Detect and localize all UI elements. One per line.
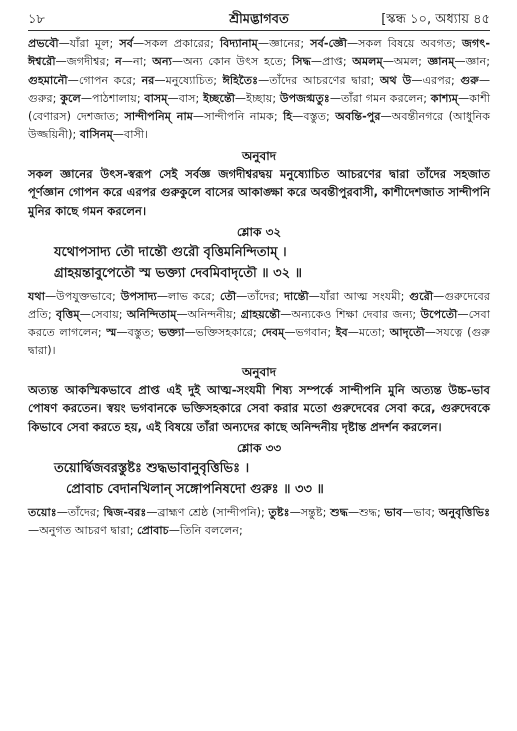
synonym-meaning: তাঁদের;: [67, 505, 100, 519]
synonym-term: অবন্তি-পুর: [335, 110, 381, 124]
synonym-term: যথা: [28, 289, 45, 303]
synonym-term: উপেতৌ: [420, 307, 458, 321]
synonym-meaning: কাশী (বেণারস) দেশজাত;: [28, 91, 491, 124]
synonyms-32: যথা—উপযুক্তভাবে; উপসাদ্য—লাভ করে; তৌ—তাঁদের; দান্তৌ—যাঁরা আত্ম সংযমী; গুরৌ—গুরুদেবের প্রতি; বৃত্তিম্—সেবায়; অনিন্দিতাম্—অনিন্দনীয়; গ্রাহয়ন্তৌ—অন্যকেও শিক্ষা দেবার জন্য; উপেতৌ—সেবা করতে লাগলেন; স্ম—বস্তুত; ভক্ত্যা—ভক্তিসহকারে; দেবম্—ভগবান; ইব—মতো; আদৃতৌ—সযত্নে (গুরু দ্বারা)।: [28, 289, 491, 358]
synonym-meaning: এরপর;: [422, 73, 455, 87]
synonym-meaning: অনুগত আচরণ দ্বারা;: [39, 523, 134, 537]
synonym-term: স্ম: [106, 326, 117, 340]
synonym-term: সিদ্ধ: [292, 55, 311, 69]
synonym-term: প্রোবাচ: [137, 523, 169, 537]
synonym-meaning: যাঁরা আত্ম সংযমী;: [319, 289, 405, 303]
synonym-meaning: শুদ্ধ;: [359, 505, 381, 519]
synonym-term: ভাব: [384, 505, 403, 519]
synonym-term: গুরৌ: [409, 289, 434, 303]
synonym-meaning: অন্যকেও শিক্ষা দেবার জন্য;: [291, 307, 417, 321]
translation-1: সকল জ্ঞানের উৎস-স্বরূপ সেই সর্বজ্ঞ জগদীশ্বরদ্বয় মনুষ্যোচিত আচরণের দ্বারা তাঁদের সহজাত পূর্ণজ্ঞান গোপন করে এরপর গুরুকুলে বাসের আকাঙ্ক্ষা করে অবন্তীপুরবাসী, কাশীদেশজাত সান্দীপনি মুনির কাছে গমন করলেন।: [28, 166, 490, 218]
synonym-term: বাসিনম্: [79, 128, 113, 142]
synonym-term: জগৎ-ঈশ্বরৌ: [28, 37, 491, 69]
synonym-meaning: অন্য কোন উৎস হতে;: [183, 55, 287, 69]
verse-32-line-2: গ্রাহয়ন্তাবুপেতৌ স্ম ভক্ত্যা দেবমিবাদৃতৌ ॥ ৩২ ॥: [54, 265, 302, 281]
synonym-term: জ্ঞানম্: [427, 55, 455, 69]
synonym-meaning: গুরুর;: [28, 91, 57, 105]
verse-32-line-1: যথোপসাদ্য তৌ দান্তৌ গুরৌ বৃত্তিমনিন্দিতাম্ ।: [54, 244, 287, 260]
synonym-meaning: সযত্নে (গুরু দ্বারা)।: [28, 326, 490, 358]
synonym-term: তৌ: [219, 289, 237, 303]
synonym-meaning: বস্তুত;: [127, 326, 155, 340]
synonym-meaning: উপযুক্তভাবে;: [56, 289, 116, 303]
synonym-term: উপসাদ্য: [120, 289, 157, 303]
page: [28, 8, 490, 540]
synonym-meaning: অবন্তীনগরে (আধুনিক উজ্জয়িনী);: [28, 110, 491, 142]
synonym-term: তুষ্টঃ: [268, 505, 290, 519]
synonym-term: নর: [141, 73, 155, 87]
synonym-meaning: তিনি বললেন;: [179, 523, 243, 537]
synonym-term: ন: [115, 55, 122, 69]
synonym-term: সান্দীপনিম্ নাম: [124, 110, 193, 124]
verse-33: [28, 458, 490, 500]
synonym-meaning: সকল বিষয়ে অবগত;: [358, 37, 456, 50]
synonym-meaning: সেবায়;: [90, 307, 123, 321]
translation-2: অত্যন্ত আকস্মিকভাবে প্রাপ্ত এই দুই আত্ম-সংযমী শিষ্য সম্পর্কে সান্দীপনি মুনি অত্যন্ত উচ্চ-ভাব পোষণ করতেন। স্বয়ং ভগবানকে ভক্তিসহকারে সেবা করার মতো গুরুদেবের সেবা করে, গুরুদেবকে কিভাবে সেবা করতে হয়, এই বিষয়ে তাঁরা অন্যদের কাছে অনিন্দনীয় দৃষ্টান্ত প্রদর্শন করলেন।: [28, 382, 490, 434]
synonym-meaning: অনিন্দনীয়;: [187, 307, 237, 321]
synonym-meaning: সন্তুষ্ট;: [300, 505, 327, 519]
verse-33-line-1: তয়োর্দ্বিজবরস্তুষ্টঃ শুদ্ধভাবানুবৃত্তিভিঃ ।: [54, 460, 250, 476]
synonym-meaning: তাঁদের;: [247, 289, 280, 303]
synonym-term: অনুবৃত্তিভিঃ: [438, 505, 491, 519]
verse-33-line-2: প্রোবাচ বেদানখিলান্ সঙ্গোপনিষদো গুরুঃ ॥ ৩৩ ॥: [66, 481, 324, 497]
synonym-term: ঈহিতৈঃ: [222, 73, 259, 87]
synonym-meaning: জ্ঞানের;: [269, 37, 305, 50]
synonym-meaning: বাস;: [178, 91, 200, 105]
synonym-meaning: বাসী।: [123, 128, 149, 142]
synonym-term: অন্য: [152, 55, 172, 69]
synonym-term: ইচ্ছন্তৌ: [203, 91, 235, 105]
synonym-term: দান্তৌ: [284, 289, 309, 303]
chapter-reference: [স্কন্ধ ১০, অধ্যায় ৪৫: [381, 12, 490, 27]
verse-32-heading: শ্লোক ৩২: [236, 224, 282, 239]
page-number: ১৮: [28, 12, 45, 27]
synonym-term: দ্বিজ-বরঃ: [103, 505, 147, 519]
synonym-term: উপজগ্মতুঃ: [279, 91, 330, 105]
synonym-meaning: মতো;: [358, 326, 386, 340]
synonym-term: আদৃতৌ: [389, 326, 425, 340]
synonym-meaning: মনুষ্যোচিত;: [165, 73, 218, 87]
synonym-meaning: না;: [132, 55, 147, 69]
synonym-meaning: তাঁরা গমন করলেন;: [341, 91, 428, 105]
verse-32: [28, 242, 490, 284]
synonym-term: সর্ব-জ্ঞৌ: [310, 37, 347, 50]
synonym-meaning: অমল;: [393, 55, 422, 69]
translation-heading-2: অনুবাদ: [241, 364, 277, 379]
synonym-meaning: লাভ করে;: [168, 289, 216, 303]
synonym-term: গুরু: [460, 73, 479, 87]
synonym-meaning: গোপন করে;: [78, 73, 137, 87]
synonym-term: কুলে: [60, 91, 81, 105]
synonym-meaning: তাঁদের আচরণের দ্বারা;: [269, 73, 375, 87]
synonym-term: বৃত্তিম্: [55, 307, 80, 321]
synonym-term: সর্ব: [119, 37, 134, 50]
synonym-meaning: ভগবান;: [295, 326, 332, 340]
synonym-meaning: সান্দীপনি নামক;: [204, 110, 278, 124]
synonym-meaning: পাঠশালায়;: [92, 91, 141, 105]
synonym-meaning: ভক্তিসহকারে;: [195, 326, 257, 340]
synonym-term: গ্রাহয়ন্তৌ: [240, 307, 281, 321]
synonym-term: শুদ্ধ: [330, 505, 348, 519]
synonym-meaning: ভাব;: [413, 505, 436, 519]
synonym-term: অনিন্দিতাম্: [126, 307, 177, 321]
synonym-term: কাশ্যম্: [430, 91, 458, 105]
translation-heading-1: অনুবাদ: [241, 148, 277, 163]
synonym-meaning: জ্ঞান;: [465, 55, 490, 69]
synonym-meaning: বস্তুত;: [303, 110, 330, 124]
page-header: [28, 8, 490, 30]
synonym-meaning: যাঁরা মূল;: [69, 37, 114, 50]
synonym-meaning: প্রাপ্ত;: [322, 55, 347, 69]
synonyms-33: তয়োঃ—তাঁদের; দ্বিজ-বরঃ—ব্রাহ্মণ শ্রেষ্ঠ (সান্দীপনি); তুষ্টঃ—সন্তুষ্ট; শুদ্ধ—শুদ্ধ; ভাব—ভাব; অনুবৃত্তিভিঃ—অনুগত আচরণ দ্বারা; প্রোবাচ—তিনি বললেন;: [28, 505, 491, 537]
book-title: শ্রীমদ্ভাগবত: [229, 12, 289, 27]
synonym-term: তয়োঃ: [28, 505, 57, 519]
synonym-term: ইব: [335, 326, 348, 340]
synonym-meaning: সকল প্রকারের;: [144, 37, 214, 50]
synonym-term: অথ উ: [379, 73, 412, 87]
synonym-meaning: ব্রাহ্মণ শ্রেষ্ঠ (সান্দীপনি);: [157, 505, 265, 519]
synonyms-top: প্রভবৌ—যাঁরা মূল; সর্ব—সকল প্রকারের; বিদ্যানাম্—জ্ঞানের; সর্ব-জ্ঞৌ—সকল বিষয়ে অবগত; জগৎ-ঈশ্বরৌ—জগদীশ্বর; ন—না; অন্য—অন্য কোন উৎস হতে; সিদ্ধ—প্রাপ্ত; অমলম্—অমল; জ্ঞানম্—জ্ঞান; গুহমানৌ—গোপন করে; নর—মনুষ্যোচিত; ঈহিতৈঃ—তাঁদের আচরণের দ্বারা; অথ উ—এরপর; গুরু—গুরুর; কুলে—পাঠশালায়; বাসম্—বাস; ইচ্ছন্তৌ—ইচ্ছায়; উপজগ্মতুঃ—তাঁরা গমন করলেন; কাশ্যম্—কাশী (বেণারস) দেশজাত; সান্দীপনিম্ নাম—সান্দীপনি নামক; হি—বস্তুত; অবন্তি-পুর—অবন্তীনগরে (আধুনিক উজ্জয়িনী); বাসিনম্—বাসী।: [28, 37, 491, 142]
synonym-term: হি: [283, 110, 293, 124]
synonym-meaning: জগদীশ্বর;: [66, 55, 110, 69]
synonym-term: ভক্ত্যা: [158, 326, 185, 340]
synonym-term: গুহমানৌ: [28, 73, 68, 87]
synonym-term: বিদ্যানাম্: [219, 37, 258, 50]
synonym-meaning: সেবা করতে লাগলেন;: [28, 307, 490, 340]
verse-33-heading: শ্লোক ৩৩: [236, 440, 282, 455]
synonym-meaning: ইচ্ছায়;: [246, 91, 277, 105]
synonym-term: বাসম্: [144, 91, 168, 105]
synonym-term: প্রভবৌ: [28, 37, 59, 50]
synonym-term: অমলম্: [352, 55, 383, 69]
synonym-meaning: গুরুদেবের প্রতি;: [28, 289, 491, 321]
synonym-term: দেবম্: [261, 326, 285, 340]
